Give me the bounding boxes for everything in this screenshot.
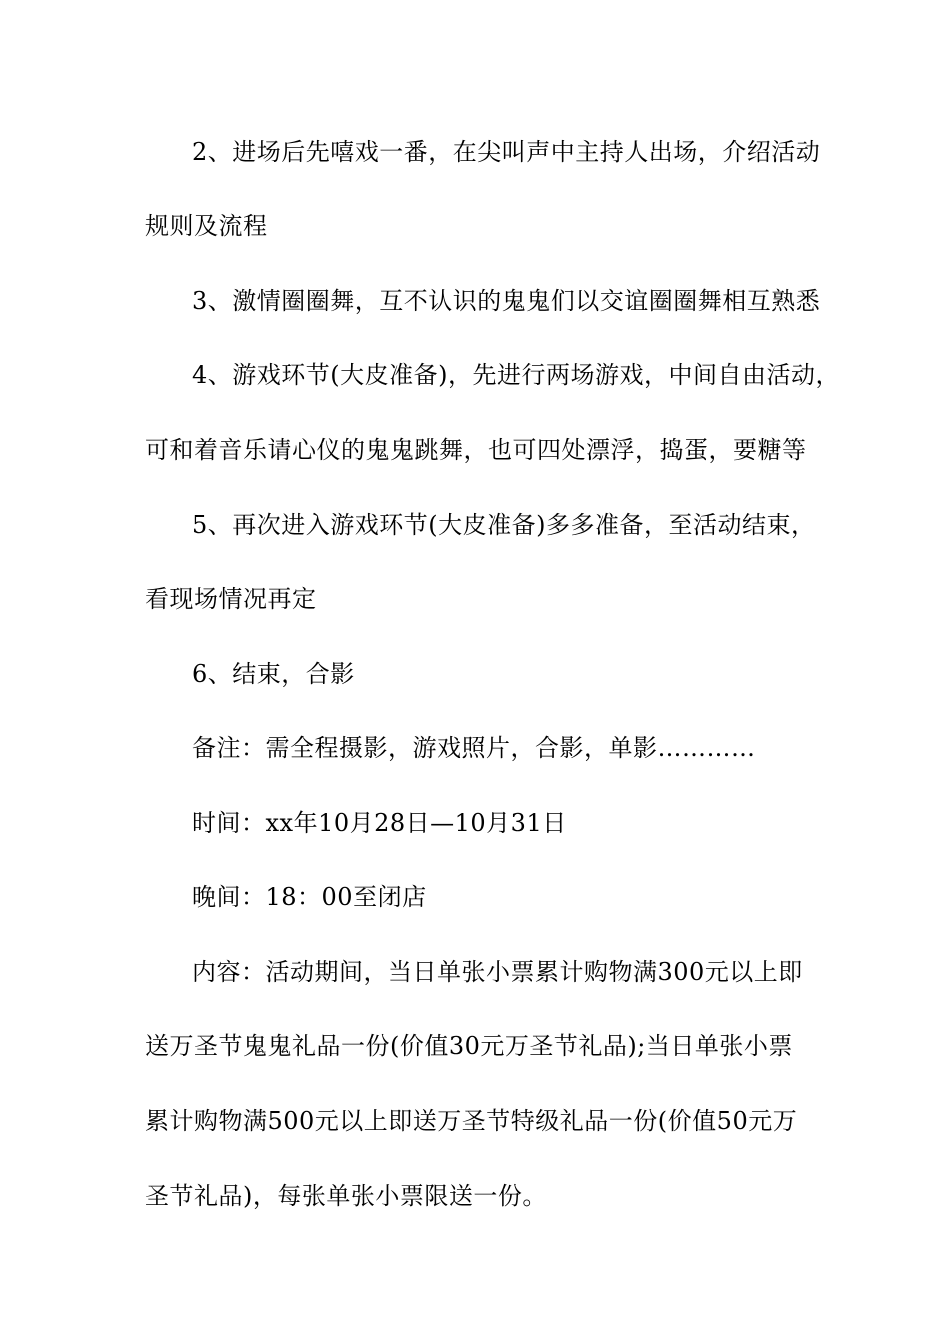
paragraph-line-2: 规则及流程	[145, 212, 268, 240]
content-line-3: 累计购物满500元以上即送万圣节特级礼品一份(价值50元万	[145, 1107, 798, 1135]
content-line-2: 送万圣节鬼鬼礼品一份(价值30元万圣节礼品);当日单张小票	[145, 1032, 793, 1060]
paragraph-line-6: 5、再次进入游戏环节(大皮准备)多多准备，至活动结束，	[192, 511, 816, 539]
note-line: 备注：需全程摄影，游戏照片，合影，单影…………	[192, 734, 756, 762]
paragraph-line-8: 6、结束，合影	[192, 660, 355, 688]
date-line: 时间：xx年10月28日—10月31日	[192, 809, 567, 837]
paragraph-line-5: 可和着音乐请心仪的鬼鬼跳舞，也可四处漂浮，捣蛋，要糖等	[145, 436, 807, 464]
paragraph-line-7: 看现场情况再定	[145, 585, 317, 613]
evening-time-line: 晚间：18：00至闭店	[192, 883, 427, 911]
content-line-4: 圣节礼品)，每张单张小票限送一份。	[145, 1182, 547, 1210]
content-line-1: 内容：活动期间，当日单张小票累计购物满300元以上即	[192, 958, 803, 986]
paragraph-line-1: 2、进场后先嘻戏一番，在尖叫声中主持人出场，介绍活动	[192, 138, 821, 166]
paragraph-line-4: 4、游戏环节(大皮准备)，先进行两场游戏，中间自由活动，	[192, 361, 840, 389]
paragraph-line-3: 3、激情圈圈舞，互不认识的鬼鬼们以交谊圈圈舞相互熟悉	[192, 287, 821, 315]
